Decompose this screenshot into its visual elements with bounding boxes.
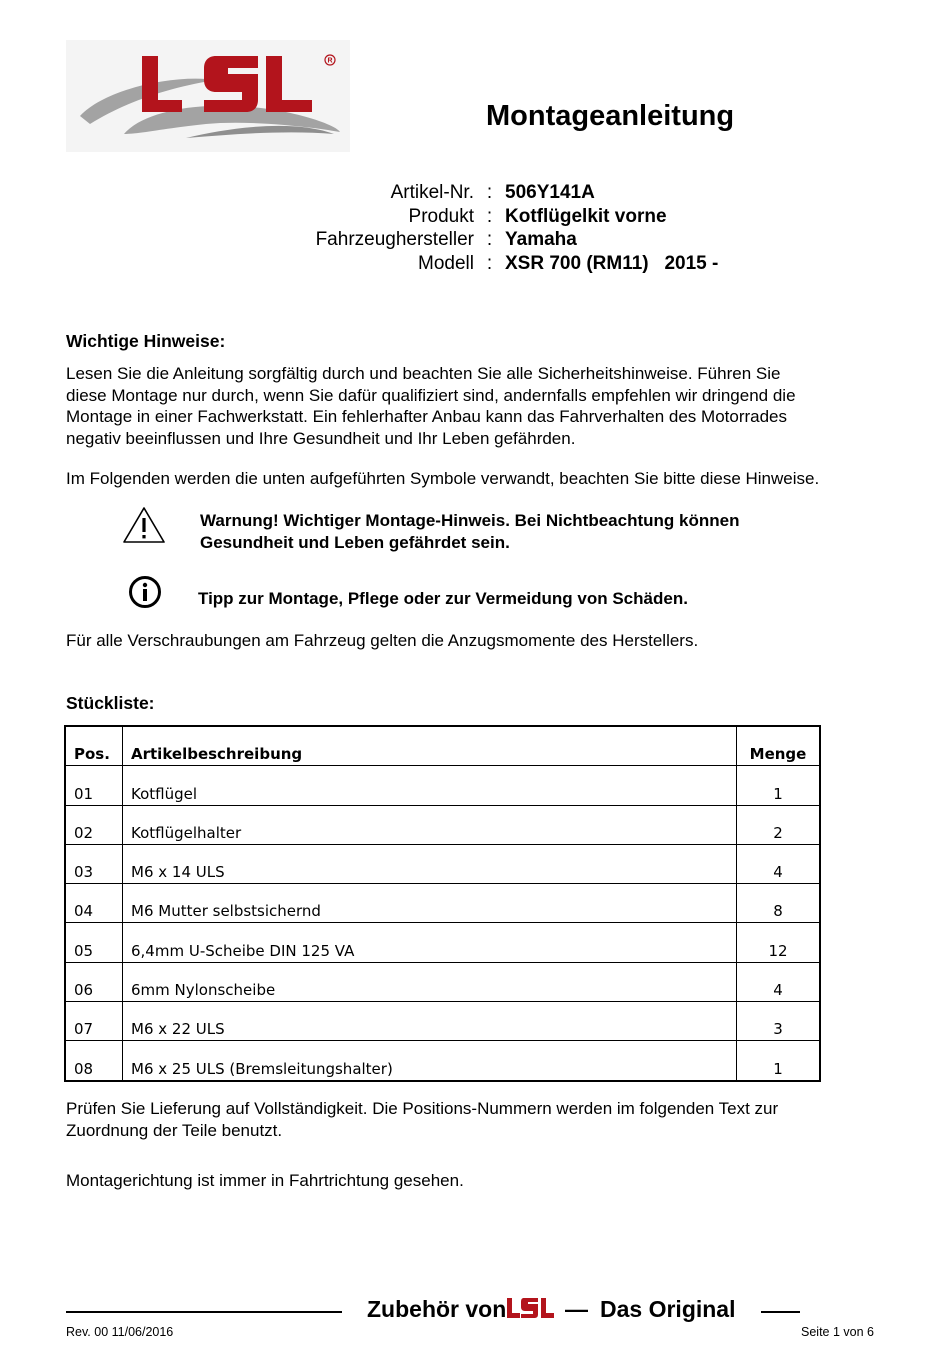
text-line: Lesen Sie die Anleitung sorgfältig durch und beachten Sie alle Sicherheitshinweise. Führen Sie (66, 364, 781, 383)
revision-label: Rev. 00 11/06/2016 (66, 1325, 174, 1339)
cell-description: 6mm Nylonscheibe (123, 962, 737, 1001)
cell-description: M6 x 14 ULS (123, 844, 737, 883)
parts-heading: Stückliste: (66, 693, 155, 713)
cell-pos: 01 (65, 766, 123, 805)
cell-description: Kotflügelhalter (123, 805, 737, 844)
cell-quantity: 3 (737, 1002, 821, 1041)
text-line: diese Montage nur durch, wenn Sie dafür qualifiziert sind, andernfalls empfehlen wir dringend die (66, 385, 796, 405)
meta-separator: : (486, 205, 493, 227)
lsl-logo (66, 40, 350, 152)
completeness-note (66, 1098, 896, 1141)
footer-dash: — (565, 1296, 588, 1322)
table-row (65, 805, 820, 844)
article-meta (240, 181, 800, 275)
cell-pos: 06 (65, 962, 123, 1001)
footer-lsl-logo (506, 1296, 554, 1320)
table-row (65, 1041, 820, 1081)
text-line: Prüfen Sie Lieferung auf Vollständigkeit. Die Positions-Nummern werden im folgenden Text zur (66, 1099, 779, 1118)
info-circle-icon (128, 575, 162, 609)
cell-quantity: 12 (737, 923, 821, 962)
symbols-intro: Im Folgenden werden die unten aufgeführten Symbole verwandt, beachten Sie bitte diese Hinweise. (66, 469, 820, 488)
notes-heading: Wichtige Hinweise: (66, 331, 226, 351)
table-row (65, 766, 820, 805)
torque-note: Für alle Verschraubungen am Fahrzeug gelten die Anzugsmomente des Herstellers. (66, 631, 699, 650)
table-row (65, 1002, 820, 1041)
cell-pos: 04 (65, 884, 123, 923)
cell-pos: 05 (65, 923, 123, 962)
meta-separator: : (486, 182, 493, 203)
page-number: Seite 1 von 6 (801, 1325, 874, 1339)
warning-triangle-icon (121, 505, 167, 545)
document-title: Montageanleitung (486, 100, 735, 132)
meta-label: Produkt (408, 205, 474, 227)
cell-pos: 08 (65, 1041, 123, 1081)
meta-label: Fahrzeughersteller (315, 229, 474, 250)
cell-description: M6 x 22 ULS (123, 1002, 737, 1041)
cell-quantity: 1 (737, 1041, 821, 1081)
footer-slogan-suffix: Das Original (600, 1296, 736, 1322)
footer-rule-left (66, 1311, 342, 1313)
footer-slogan-prefix: Zubehör von (367, 1296, 507, 1322)
meta-row-article-number (240, 181, 800, 205)
cell-description: M6 x 25 ULS (Bremsleitungshalter) (123, 1041, 737, 1081)
meta-value: Yamaha (505, 229, 577, 250)
cell-pos: 03 (65, 844, 123, 883)
cell-pos: 07 (65, 1002, 123, 1041)
cell-description: Kotflügel (123, 766, 737, 805)
meta-separator: : (486, 252, 493, 274)
footer-rule-right (761, 1311, 800, 1313)
parts-table (64, 725, 821, 1082)
cell-quantity: 4 (737, 844, 821, 883)
meta-value: Kotflügelkit vorne (505, 205, 667, 227)
text-line: Zuordnung der Teile benutzt. (66, 1120, 283, 1140)
meta-row-model (240, 252, 800, 276)
cell-quantity: 8 (737, 884, 821, 923)
meta-row-product (240, 205, 800, 229)
meta-row-manufacturer (240, 228, 800, 252)
meta-label: Modell (418, 252, 474, 274)
table-row (65, 884, 820, 923)
cell-quantity: 4 (737, 962, 821, 1001)
column-header-description: Artikelbeschreibung (123, 726, 737, 766)
svg-text:R: R (327, 57, 333, 65)
cell-quantity: 2 (737, 805, 821, 844)
text-line: Gesundheit und Leben gefährdet sein. (200, 532, 510, 552)
meta-label: Artikel-Nr. (390, 182, 474, 203)
tip-text: Tipp zur Montage, Pflege oder zur Vermeidung von Schäden. (198, 589, 688, 608)
text-line: Warnung! Wichtiger Montage-Hinweis. Bei Nichtbeachtung können (200, 511, 740, 530)
table-row (65, 923, 820, 962)
table-row (65, 962, 820, 1001)
table-header-row (65, 726, 820, 766)
direction-note: Montagerichtung ist immer in Fahrtrichtung gesehen. (66, 1171, 464, 1190)
meta-separator: : (486, 229, 493, 250)
text-line: Montage in einer Fachwerkstatt. Ein fehlerhafter Anbau kann das Fahrverhalten des Motorrades (66, 407, 788, 426)
cell-description: M6 Mutter selbstsichernd (123, 884, 737, 923)
notes-paragraph (66, 363, 896, 449)
warning-text (200, 510, 880, 553)
cell-description: 6,4mm U-Scheibe DIN 125 VA (123, 923, 737, 962)
text-line: negativ beeinflussen und Ihre Gesundheit und Ihr Leben gefährden. (66, 428, 576, 448)
meta-value: 506Y141A (505, 182, 595, 203)
column-header-pos: Pos. (65, 726, 123, 766)
meta-value: XSR 700 (RM11) 2015 - (505, 252, 719, 274)
table-row (65, 844, 820, 883)
cell-pos: 02 (65, 805, 123, 844)
column-header-quantity: Menge (737, 726, 821, 766)
cell-quantity: 1 (737, 766, 821, 805)
